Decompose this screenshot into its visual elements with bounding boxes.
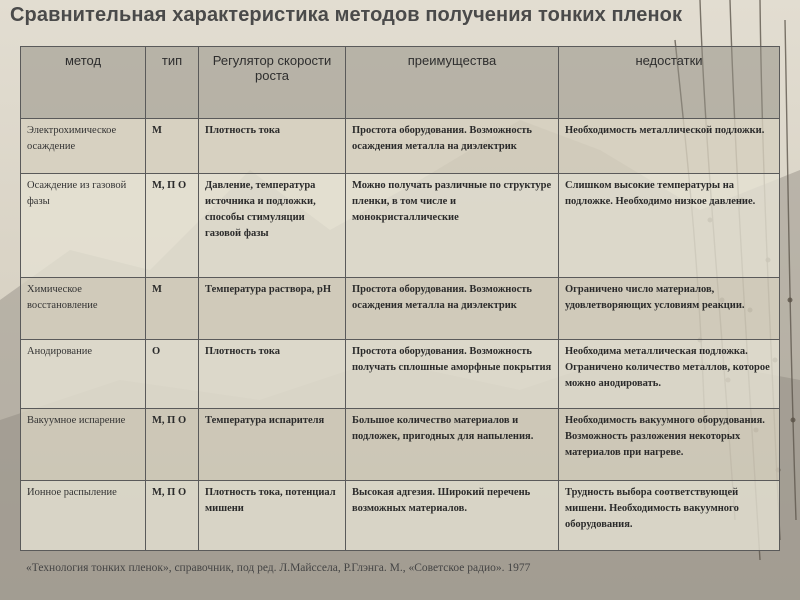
methods-comparison-table [20, 46, 780, 551]
cell-disadvantages: Трудность выбора соответствующей мишени. Необходимость вакуумного оборудования. [559, 481, 780, 551]
cell-advantages: Высокая адгезия. Широкий перечень возможных материалов. [346, 481, 559, 551]
cell-disadvantages: Необходимость металлической подложки. [559, 119, 780, 174]
cell-regulator: Температура испарителя [199, 409, 346, 481]
cell-advantages: Можно получать различные по структуре пленки, в том числе и монокристаллические [346, 174, 559, 278]
cell-disadvantages: Слишком высокие температуры на подложке. Необходимо низкое давление. [559, 174, 780, 278]
table-header-row [21, 47, 780, 119]
table-row [21, 278, 780, 340]
cell-type: М [146, 278, 199, 340]
cell-type: М, П О [146, 174, 199, 278]
cell-regulator: Температура раствора, рН [199, 278, 346, 340]
cell-advantages: Простота оборудования. Возможность получать сплошные аморфные покрытия [346, 340, 559, 409]
table-row [21, 119, 780, 174]
cell-disadvantages: Необходима металлическая подложка. Ограничено количество металлов, которое можно анодировать. [559, 340, 780, 409]
header-type: тип [146, 47, 199, 119]
cell-method: Анодирование [21, 340, 146, 409]
cell-type: М [146, 119, 199, 174]
cell-type: М, П О [146, 481, 199, 551]
header-disadvantages: недостатки [559, 47, 780, 119]
cell-advantages: Простота оборудования. Возможность осаждения металла на диэлектрик [346, 119, 559, 174]
table-row [21, 409, 780, 481]
cell-method: Электрохимическое осаждение [21, 119, 146, 174]
table-row [21, 340, 780, 409]
cell-method: Ионное распыление [21, 481, 146, 551]
cell-disadvantages: Ограничено число материалов, удовлетворяющих условиям реакции. [559, 278, 780, 340]
cell-regulator: Плотность тока [199, 119, 346, 174]
cell-method: Химическое восстановление [21, 278, 146, 340]
cell-regulator: Плотность тока, потенциал мишени [199, 481, 346, 551]
header-regulator: Регулятор скорости роста [199, 47, 346, 119]
cell-advantages: Большое количество материалов и подложек, пригодных для напыления. [346, 409, 559, 481]
cell-disadvantages: Необходимость вакуумного оборудования. Возможность разложения некоторых материалов при нагреве. [559, 409, 780, 481]
cell-method: Осаждение из газовой фазы [21, 174, 146, 278]
cell-method: Вакуумное испарение [21, 409, 146, 481]
page-title: Сравнительная характеристика методов получения тонких пленок [10, 4, 683, 26]
cell-type: О [146, 340, 199, 409]
cell-advantages: Простота оборудования. Возможность осаждения металла на диэлектрик [346, 278, 559, 340]
header-method: метод [21, 47, 146, 119]
header-advantages: преимущества [346, 47, 559, 119]
cell-regulator: Плотность тока [199, 340, 346, 409]
table-row [21, 174, 780, 278]
cell-regulator: Давление, температура источника и подложки, способы стимуляции газовой фазы [199, 174, 346, 278]
source-citation: «Технология тонких пленок», справочник, под ред. Л.Майссела, Р.Глэнга. М., «Советское радио». 1977 [26, 562, 531, 574]
cell-type: М, П О [146, 409, 199, 481]
table-row [21, 481, 780, 551]
